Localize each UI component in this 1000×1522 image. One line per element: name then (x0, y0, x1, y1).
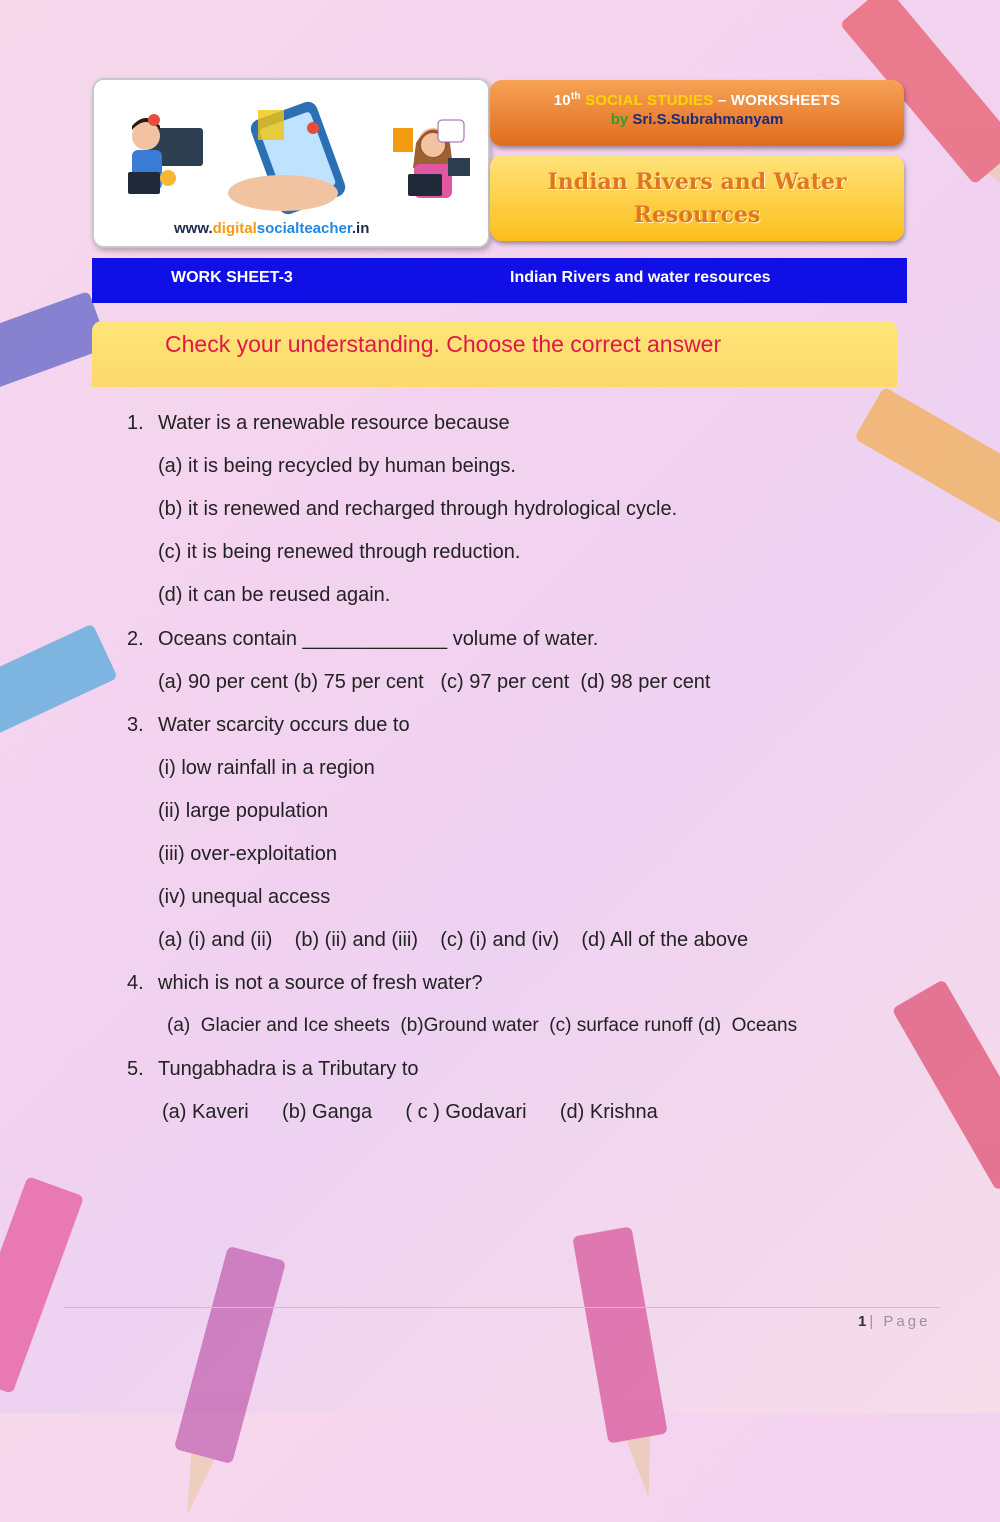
site-url (174, 220, 369, 237)
question-number: 2. (127, 628, 144, 650)
pencil-decoration (0, 1176, 84, 1394)
question-number: 5. (127, 1058, 144, 1080)
question-text: Water scarcity occurs due to (158, 714, 410, 736)
answer-option: (i) low rainfall in a region (158, 757, 375, 779)
grade: 10 (553, 92, 571, 109)
by-label: by (610, 111, 629, 128)
worksheet-topic: Indian Rivers and water resources (510, 269, 771, 286)
author-name: Sri.S.Subrahmanyam (632, 111, 784, 128)
page-label: | Page (869, 1313, 931, 1330)
teacher-illustration (108, 98, 478, 218)
page-number (858, 1313, 930, 1330)
worksheet-number: WORK SHEET-3 (171, 269, 293, 286)
answer-option: (a) (i) and (ii) (b) (ii) and (iii) (c) (i) and (iv) (d) All of the above (158, 929, 749, 951)
series-title (490, 91, 904, 109)
worksheets-label: – WORKSHEETS (717, 92, 841, 109)
answer-option: (a) it is being recycled by human beings. (158, 455, 516, 477)
url-part: .in (351, 220, 370, 237)
chapter-title-line1: Indian Rivers and Water (547, 169, 847, 195)
grade-suffix: th (570, 91, 581, 102)
chapter-title-line2: Resources (633, 202, 761, 228)
series-banner (490, 80, 904, 146)
question-text: which is not a source of fresh water? (158, 972, 483, 994)
subject: SOCIAL STUDIES (585, 92, 714, 109)
page-number-value: 1 (858, 1313, 870, 1330)
answer-option: (c) it is being renewed through reduction. (158, 541, 521, 563)
question-text: Oceans contain _____________ volume of water. (158, 628, 599, 650)
answer-option: (ii) large population (158, 800, 329, 822)
url-part: socialteacher (256, 220, 352, 237)
author-line (490, 111, 904, 128)
answer-option: (d) it can be reused again. (158, 584, 391, 606)
worksheet-bar (92, 258, 907, 303)
question-number: 1. (127, 412, 144, 434)
url-part: digital (212, 220, 257, 237)
instruction-text: Check your understanding. Choose the correct answer (165, 331, 722, 357)
question-text: Tungabhadra is a Tributary to (158, 1058, 419, 1080)
pencil-decoration (174, 1246, 286, 1464)
pencil-decoration (0, 623, 118, 766)
pencil-decoration (892, 979, 1000, 1191)
instruction-box (92, 321, 897, 387)
answer-option: (iv) unequal access (158, 886, 331, 908)
answer-option: (a) 90 per cent (b) 75 per cent (c) 97 per cent (d) 98 per cent (158, 671, 711, 693)
question-number: 4. (127, 972, 144, 994)
question-text: Water is a renewable resource because (158, 412, 510, 434)
answer-option: (b) it is renewed and recharged through hydrological cycle. (158, 498, 678, 520)
answer-option: (iii) over-exploitation (158, 843, 337, 865)
chapter-title (490, 155, 904, 241)
header-logo-card (92, 78, 490, 248)
answer-option: (a) Kaveri (b) Ganga ( c ) Godavari (d) Krishna (162, 1101, 658, 1123)
pencil-decoration (854, 387, 1000, 544)
answer-option: (a) Glacier and Ice sheets (b)Ground water (c) surface runoff (d) Oceans (167, 1015, 798, 1036)
pencil-decoration (572, 1226, 668, 1443)
question-number: 3. (127, 714, 144, 736)
footer-divider (64, 1307, 940, 1308)
url-part: www. (174, 220, 213, 237)
